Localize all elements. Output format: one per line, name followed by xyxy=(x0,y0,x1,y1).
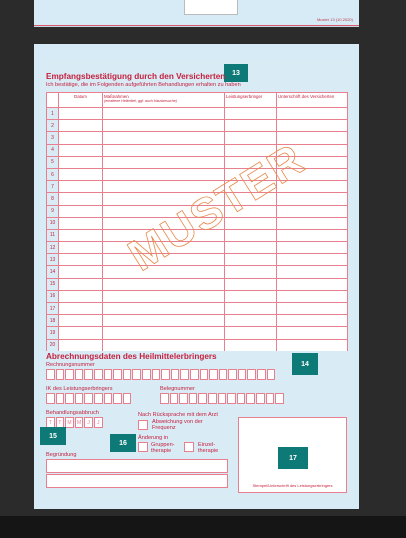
date-cell[interactable] xyxy=(59,168,103,180)
row-number: 2 xyxy=(47,120,59,132)
previous-page-rule xyxy=(34,25,359,26)
row-number: 3 xyxy=(47,132,59,144)
date-cell[interactable] xyxy=(59,205,103,217)
reason-field-line-1[interactable] xyxy=(46,459,228,473)
billing-title: Abrechnungsdaten des Heilmittelerbringers xyxy=(46,352,217,361)
muster-watermark: MUSTER xyxy=(120,134,314,281)
callout-badge-13: 13 xyxy=(224,64,248,82)
row-number: 18 xyxy=(47,315,59,327)
previous-page-footer: Muster 13 (10.2020) xyxy=(316,17,353,22)
row-number: 16 xyxy=(47,290,59,302)
signature-cell[interactable] xyxy=(277,205,348,217)
measures-cell[interactable] xyxy=(103,278,225,290)
treatment-abort-date-field[interactable]: T T M M J J xyxy=(46,417,104,428)
table-row xyxy=(47,339,348,351)
date-cell[interactable] xyxy=(59,144,103,156)
after-consult-label: Nach Rücksprache mit dem Arzt xyxy=(138,412,218,418)
provider-cell[interactable] xyxy=(225,315,277,327)
date-cell[interactable] xyxy=(59,339,103,351)
provider-cell[interactable] xyxy=(225,229,277,241)
signature-cell[interactable] xyxy=(277,266,348,278)
group-therapy-checkbox[interactable] xyxy=(138,442,148,452)
signature-cell[interactable] xyxy=(277,254,348,266)
signature-cell[interactable] xyxy=(277,108,348,120)
provider-cell[interactable] xyxy=(225,290,277,302)
date-cell[interactable] xyxy=(59,132,103,144)
row-number: 8 xyxy=(47,193,59,205)
date-cell[interactable] xyxy=(59,120,103,132)
date-cell[interactable] xyxy=(59,156,103,168)
single-therapy-label: Einzel- therapie xyxy=(198,442,219,454)
signature-cell[interactable] xyxy=(277,278,348,290)
callout-badge-15: 15 xyxy=(40,427,66,445)
signature-cell[interactable] xyxy=(277,120,348,132)
voucher-number-field[interactable] xyxy=(160,393,285,404)
table-row xyxy=(47,278,348,290)
frequency-deviation-checkbox[interactable] xyxy=(138,420,148,430)
row-number: 9 xyxy=(47,205,59,217)
viewer-background-bottom xyxy=(0,516,406,538)
provider-cell[interactable] xyxy=(225,327,277,339)
date-cell[interactable] xyxy=(59,266,103,278)
treatment-abort-label: Behandlungsabbruch xyxy=(46,410,99,416)
header-measures: Maßnahmen (erhaltene Heilmittel, ggf. auch Hausbesuche) xyxy=(103,93,225,108)
provider-cell[interactable] xyxy=(225,278,277,290)
row-number: 6 xyxy=(47,168,59,180)
row-number: 14 xyxy=(47,266,59,278)
signature-cell[interactable] xyxy=(277,290,348,302)
table-row xyxy=(47,315,348,327)
frequency-deviation-label: Abweichung von der Frequenz xyxy=(152,419,203,431)
date-cell[interactable] xyxy=(59,327,103,339)
provider-cell[interactable] xyxy=(225,254,277,266)
table-row xyxy=(47,132,348,144)
signature-cell[interactable] xyxy=(277,229,348,241)
change-to-label: Änderung in xyxy=(138,435,169,441)
header-row-number xyxy=(47,93,59,108)
confirmation-subtitle: Ich bestätige, die im Folgenden aufgeführten Behandlungen erhalten zu haben xyxy=(46,82,241,88)
ik-field[interactable] xyxy=(46,393,132,404)
measures-cell[interactable] xyxy=(103,144,225,156)
table-row xyxy=(47,144,348,156)
group-therapy-label: Gruppen- therapie xyxy=(151,442,175,454)
signature-cell[interactable] xyxy=(277,303,348,315)
reason-field-line-2[interactable] xyxy=(46,474,228,488)
measures-cell[interactable] xyxy=(103,132,225,144)
date-cell[interactable] xyxy=(59,290,103,302)
treatment-table-header xyxy=(47,93,348,108)
date-cell[interactable] xyxy=(59,254,103,266)
invoice-number-field[interactable] xyxy=(46,369,276,380)
signature-cell[interactable] xyxy=(277,315,348,327)
measures-cell[interactable] xyxy=(103,168,225,180)
previous-page-tab xyxy=(184,0,238,15)
provider-cell[interactable] xyxy=(225,120,277,132)
signature-cell[interactable] xyxy=(277,193,348,205)
row-number: 19 xyxy=(47,327,59,339)
table-row xyxy=(47,327,348,339)
measures-cell[interactable] xyxy=(103,108,225,120)
invoice-number-label: Rechnungsnummer xyxy=(46,362,95,368)
previous-page-edge xyxy=(34,0,359,27)
ik-label: IK des Leistungserbringers xyxy=(46,386,113,392)
row-number: 4 xyxy=(47,144,59,156)
signature-cell[interactable] xyxy=(277,339,348,351)
header-measures-note: (erhaltene Heilmittel, ggf. auch Hausbesuche) xyxy=(104,99,177,103)
table-row xyxy=(47,120,348,132)
date-cell[interactable] xyxy=(59,229,103,241)
measures-cell[interactable] xyxy=(103,339,225,351)
header-provider: Leistungserbringer xyxy=(225,93,277,108)
row-number: 1 xyxy=(47,108,59,120)
single-therapy-checkbox[interactable] xyxy=(184,442,194,452)
date-cell[interactable] xyxy=(59,303,103,315)
date-cell[interactable] xyxy=(59,315,103,327)
measures-cell[interactable] xyxy=(103,303,225,315)
table-row xyxy=(47,108,348,120)
row-number: 7 xyxy=(47,181,59,193)
date-cell[interactable] xyxy=(59,193,103,205)
date-cell[interactable] xyxy=(59,242,103,254)
date-cell[interactable] xyxy=(59,108,103,120)
confirmation-title: Empfangsbestätigung durch den Versicherten xyxy=(46,72,226,81)
row-number: 17 xyxy=(47,303,59,315)
row-number: 13 xyxy=(47,254,59,266)
row-number: 5 xyxy=(47,156,59,168)
provider-cell[interactable] xyxy=(225,266,277,278)
header-date: Datum xyxy=(59,93,103,108)
signature-cell[interactable] xyxy=(277,242,348,254)
row-number: 15 xyxy=(47,278,59,290)
signature-cell[interactable] xyxy=(277,217,348,229)
row-number: 20 xyxy=(47,339,59,351)
provider-cell[interactable] xyxy=(225,303,277,315)
table-row xyxy=(47,266,348,278)
provider-cell[interactable] xyxy=(225,108,277,120)
callout-badge-17: 17 xyxy=(278,447,308,469)
table-row xyxy=(47,254,348,266)
signature-cell[interactable] xyxy=(277,327,348,339)
row-number: 12 xyxy=(47,242,59,254)
date-cell[interactable] xyxy=(59,217,103,229)
reason-label: Begründung xyxy=(46,452,77,458)
row-number: 10 xyxy=(47,217,59,229)
measures-cell[interactable] xyxy=(103,156,225,168)
table-row xyxy=(47,290,348,302)
measures-cell[interactable] xyxy=(103,315,225,327)
header-signature: Unterschrift des Versicherten xyxy=(277,93,348,108)
callout-badge-16: 16 xyxy=(110,434,136,452)
provider-cell[interactable] xyxy=(225,242,277,254)
measures-cell[interactable] xyxy=(103,120,225,132)
voucher-number-label: Belegnummer xyxy=(160,386,195,392)
date-cell[interactable] xyxy=(59,181,103,193)
provider-cell[interactable] xyxy=(225,132,277,144)
measures-cell[interactable] xyxy=(103,327,225,339)
date-cell[interactable] xyxy=(59,278,103,290)
table-row xyxy=(47,303,348,315)
provider-cell[interactable] xyxy=(225,339,277,351)
measures-cell[interactable] xyxy=(103,290,225,302)
stamp-caption: Stempel/Unterschrift des Leistungserbringers xyxy=(252,483,333,488)
form-page xyxy=(34,44,359,509)
row-number: 11 xyxy=(47,229,59,241)
callout-badge-14: 14 xyxy=(292,353,318,375)
